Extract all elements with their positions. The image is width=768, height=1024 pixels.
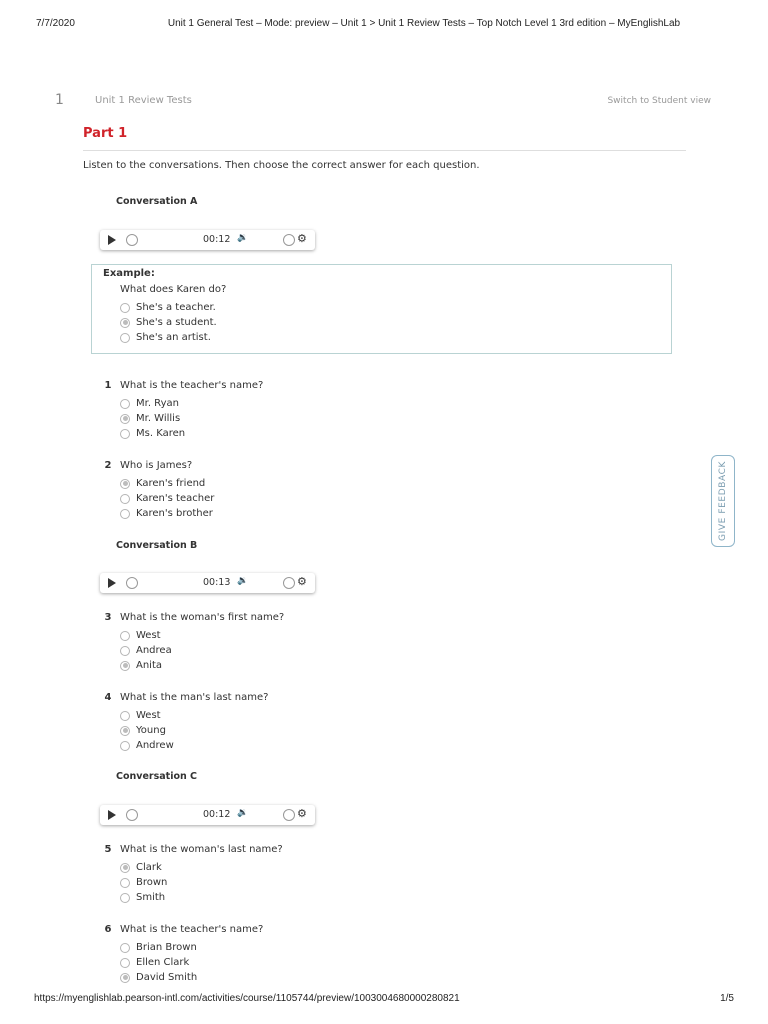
volume-icon[interactable]: 🔉 — [237, 576, 249, 586]
option-label: Karen's brother — [136, 508, 213, 519]
print-title: Unit 1 General Test – Mode: preview – Unit 1 > Unit 1 Review Tests – Top Notch Level 1 3rd edition – MyEnglishLab — [167, 18, 681, 29]
option-label: Mr. Willis — [136, 413, 181, 424]
answer-option[interactable] — [120, 628, 172, 643]
instructions: Listen to the conversations. Then choose the correct answer for each question. — [83, 160, 480, 171]
radio-button-selected[interactable] — [120, 479, 130, 489]
conversation-a-title: Conversation A — [116, 196, 198, 207]
option-label: She's an artist. — [136, 332, 211, 343]
answer-option[interactable] — [120, 658, 172, 673]
option-label: Mr. Ryan — [136, 398, 179, 409]
gear-icon[interactable]: ⚙ — [297, 807, 307, 820]
answer-option[interactable] — [120, 955, 197, 970]
answer-option[interactable] — [120, 723, 174, 738]
print-page-count: 1/5 — [720, 993, 734, 1004]
question-number: 6 — [104, 924, 112, 935]
question-options — [120, 476, 214, 521]
play-icon[interactable] — [108, 235, 116, 245]
answer-option[interactable] — [120, 970, 197, 985]
option-label: Andrea — [136, 645, 172, 656]
option-label: Brown — [136, 877, 168, 888]
audio-player-b — [100, 573, 315, 593]
radio-button[interactable] — [120, 958, 130, 968]
question-options — [120, 396, 185, 441]
gear-icon[interactable]: ⚙ — [297, 575, 307, 588]
option-label: David Smith — [136, 972, 198, 983]
question-prompt: What is the man's last name? — [120, 692, 269, 703]
option-label: She's a student. — [136, 317, 217, 328]
give-feedback-tab[interactable] — [711, 455, 735, 547]
question-number: 4 — [104, 692, 112, 703]
radio-button-selected[interactable] — [120, 318, 130, 328]
audio-time: 00:13 — [203, 577, 231, 588]
answer-option[interactable] — [120, 506, 214, 521]
question-number: 1 — [104, 380, 112, 391]
question-options — [120, 628, 172, 673]
example-box — [91, 264, 672, 354]
radio-button-selected[interactable] — [120, 973, 130, 983]
print-date: 7/7/2020 — [36, 18, 75, 29]
question-prompt: What is the teacher's name? — [120, 924, 264, 935]
option-label: Young — [136, 725, 166, 736]
radio-button-selected[interactable] — [120, 863, 130, 873]
example-option[interactable] — [120, 315, 217, 330]
radio-button[interactable] — [120, 711, 130, 721]
question-prompt: Who is James? — [120, 460, 193, 471]
breadcrumb[interactable]: Unit 1 Review Tests — [95, 95, 192, 106]
option-label: West — [136, 630, 161, 641]
radio-button-selected[interactable] — [120, 661, 130, 671]
radio-button[interactable] — [120, 429, 130, 439]
volume-slider-handle[interactable] — [283, 809, 295, 821]
print-header — [0, 18, 768, 32]
radio-button[interactable] — [120, 494, 130, 504]
question-number: 3 — [104, 612, 112, 623]
question-prompt: What is the teacher's name? — [120, 380, 264, 391]
example-option[interactable] — [120, 300, 217, 315]
radio-button[interactable] — [120, 509, 130, 519]
answer-option[interactable] — [120, 708, 174, 723]
question-number: 5 — [104, 844, 112, 855]
volume-icon[interactable]: 🔉 — [237, 808, 249, 818]
audio-time: 00:12 — [203, 809, 231, 820]
answer-option[interactable] — [120, 411, 185, 426]
answer-option[interactable] — [120, 491, 214, 506]
radio-button[interactable] — [120, 943, 130, 953]
play-icon[interactable] — [108, 578, 116, 588]
option-label: West — [136, 710, 161, 721]
option-label: Clark — [136, 862, 162, 873]
answer-option[interactable] — [120, 738, 174, 753]
radio-button-selected[interactable] — [120, 414, 130, 424]
play-icon[interactable] — [108, 810, 116, 820]
example-label: Example: — [103, 268, 155, 279]
radio-button[interactable] — [120, 646, 130, 656]
part-title: Part 1 — [83, 126, 128, 141]
option-label: Brian Brown — [136, 942, 197, 953]
option-label: She's a teacher. — [136, 302, 216, 313]
scrubber-handle[interactable] — [126, 809, 138, 821]
option-label: Anita — [136, 660, 163, 671]
answer-option[interactable] — [120, 860, 167, 875]
radio-button[interactable] — [120, 878, 130, 888]
question-number: 2 — [104, 460, 112, 471]
answer-option[interactable] — [120, 940, 197, 955]
give-feedback-label: GIVE FEEDBACK — [718, 461, 728, 541]
scrubber-handle[interactable] — [126, 234, 138, 246]
radio-button[interactable] — [120, 399, 130, 409]
audio-time: 00:12 — [203, 234, 231, 245]
answer-option[interactable] — [120, 426, 185, 441]
question-options — [120, 940, 197, 985]
volume-icon[interactable]: 🔉 — [237, 233, 249, 243]
conversation-c-title: Conversation C — [116, 771, 198, 782]
option-label: Smith — [136, 892, 166, 903]
volume-slider-handle[interactable] — [283, 577, 295, 589]
question-prompt: What is the woman's first name? — [120, 612, 285, 623]
answer-option[interactable] — [120, 396, 185, 411]
option-label: Andrew — [136, 740, 174, 751]
example-options — [120, 300, 217, 345]
question-options — [120, 860, 167, 905]
radio-button[interactable] — [120, 333, 130, 343]
answer-option[interactable] — [120, 890, 167, 905]
radio-button[interactable] — [120, 741, 130, 751]
option-label: Karen's friend — [136, 478, 206, 489]
switch-to-student-view-link[interactable]: Switch to Student view — [607, 96, 711, 106]
radio-button[interactable] — [120, 893, 130, 903]
option-label: Ellen Clark — [136, 957, 190, 968]
example-option[interactable] — [120, 330, 217, 345]
option-label: Ms. Karen — [136, 428, 186, 439]
answer-option[interactable] — [120, 643, 172, 658]
audio-player-c — [100, 805, 315, 825]
volume-slider-handle[interactable] — [283, 234, 295, 246]
answer-option[interactable] — [120, 875, 167, 890]
divider — [83, 150, 686, 151]
question-prompt: What is the woman's last name? — [120, 844, 283, 855]
audio-player-a — [100, 230, 315, 250]
radio-button[interactable] — [120, 631, 130, 641]
example-prompt: What does Karen do? — [120, 284, 227, 295]
scrubber-handle[interactable] — [126, 577, 138, 589]
page-number-indicator: 1 — [55, 92, 64, 108]
gear-icon[interactable]: ⚙ — [297, 232, 307, 245]
conversation-b-title: Conversation B — [116, 540, 198, 551]
print-footer — [0, 993, 768, 1007]
print-url: https://myenglishlab.pearson-intl.com/activities/course/1105744/preview/1003004680000280821 — [34, 993, 460, 1004]
radio-button-selected[interactable] — [120, 726, 130, 736]
radio-button[interactable] — [120, 303, 130, 313]
answer-option[interactable] — [120, 476, 214, 491]
question-options — [120, 708, 174, 753]
option-label: Karen's teacher — [136, 493, 215, 504]
